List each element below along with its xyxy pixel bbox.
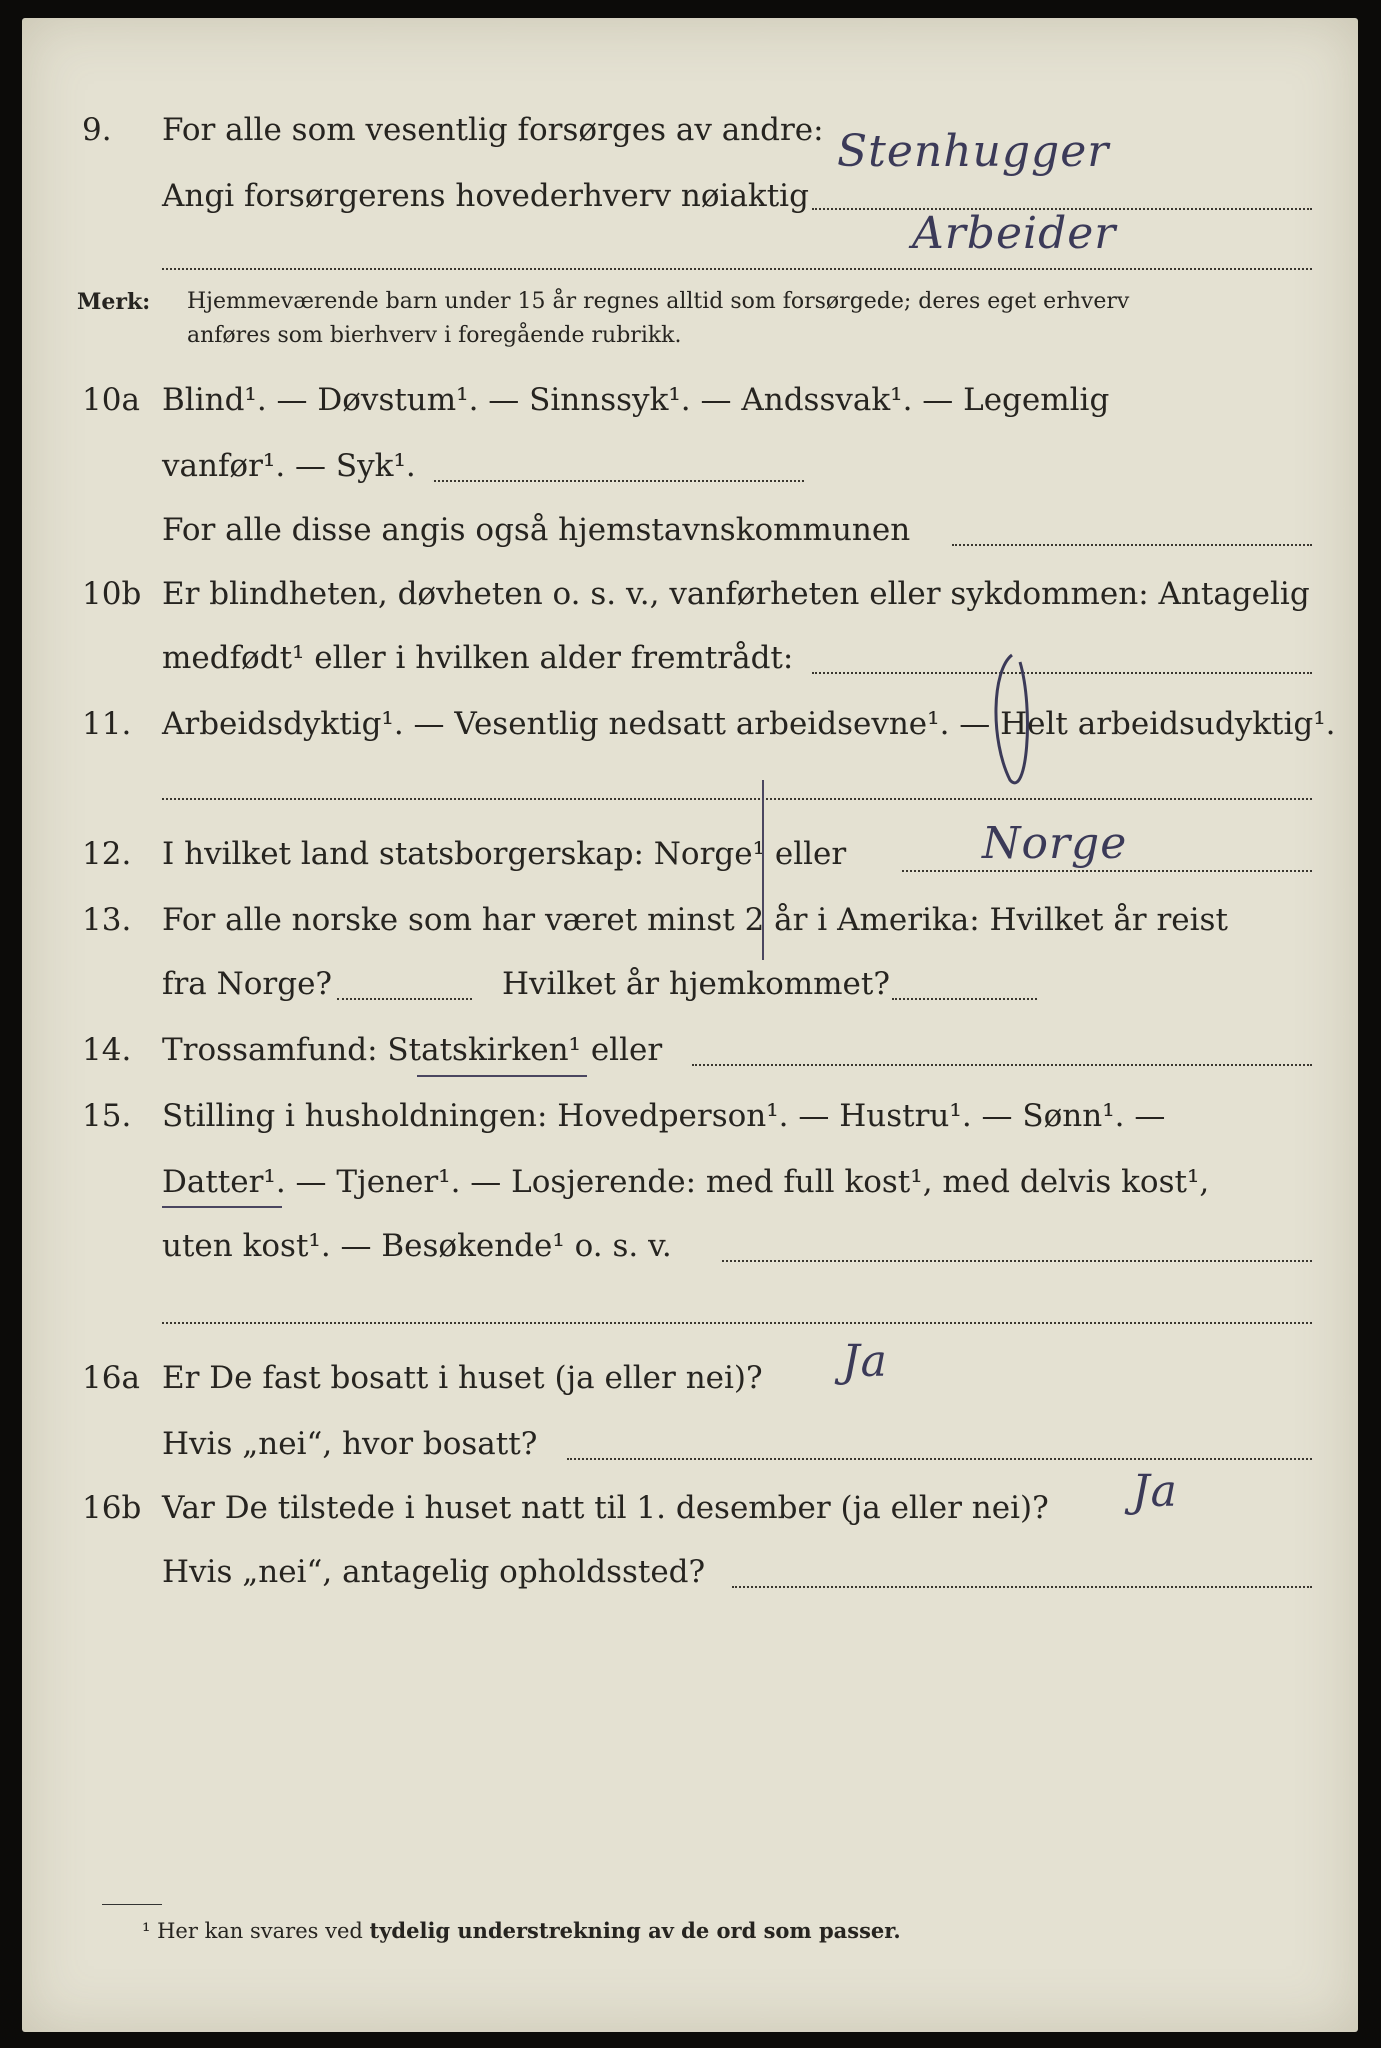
q12-handwritten-answer: Norge xyxy=(982,818,1128,869)
q15-options-2: Datter¹. — Tjener¹. — Losjerende: med full kost¹, med delvis kost¹, xyxy=(162,1164,1210,1200)
footnote-mark: ¹ xyxy=(142,1919,151,1943)
q13-fra-norge: fra Norge? xyxy=(162,966,333,1002)
q15-answer-line-1[interactable] xyxy=(722,1260,1312,1262)
q16b-question: Var De tilstede i huset natt til 1. desember (ja eller nei)? xyxy=(162,1490,1049,1526)
merk-label: Merk: xyxy=(77,289,151,315)
q12-answer-line[interactable] xyxy=(902,870,1312,872)
q11-number: 11. xyxy=(82,706,132,742)
q10b-answer-line[interactable] xyxy=(812,672,1312,674)
q14-number: 14. xyxy=(82,1032,132,1068)
footnote xyxy=(142,1918,901,1943)
q16b-number: 16b xyxy=(82,1490,142,1526)
q16a-hvor-bosatt: Hvis „nei“, hvor bosatt? xyxy=(162,1426,538,1462)
q16b-opholdssted: Hvis „nei“, antagelig opholdssted? xyxy=(162,1554,706,1590)
q15-options-3: uten kost¹. — Besøkende¹ o. s. v. xyxy=(162,1228,672,1264)
q16b-answer-line[interactable] xyxy=(732,1586,1312,1588)
q16a-number: 16a xyxy=(82,1360,140,1396)
q13-hjemkommet-line[interactable] xyxy=(892,998,1037,1000)
q10a-answer-line[interactable] xyxy=(434,480,804,482)
merk-text-1: Hjemmeværende barn under 15 år regnes alltid som forsørgede; deres eget erhverv xyxy=(187,289,1130,314)
q14-question: Trossamfund: Statskirken¹ eller xyxy=(162,1032,663,1068)
q13-hjemkommet: Hvilket år hjemkommet? xyxy=(502,966,890,1002)
q15-answer-line-2[interactable] xyxy=(162,1322,1312,1324)
q9-question: For alle som vesentlig forsørges av andre: xyxy=(162,112,824,148)
q15-handwritten-underline xyxy=(162,1206,282,1208)
q14-answer-line[interactable] xyxy=(692,1064,1312,1066)
q9-handwritten-answer-2: Arbeider xyxy=(912,208,1117,259)
q10a-options-2: vanfør¹. — Syk¹. xyxy=(162,448,416,484)
q15-number: 15. xyxy=(82,1098,132,1134)
q9-number: 9. xyxy=(82,112,112,148)
q10b-number: 10b xyxy=(82,576,142,612)
footnote-bold: tydelig understrekning av de ord som passer. xyxy=(369,1918,901,1943)
q16a-question: Er De fast bosatt i huset (ja eller nei)? xyxy=(162,1360,763,1396)
q13-reist-line[interactable] xyxy=(337,998,472,1000)
q13-number: 13. xyxy=(82,902,132,938)
q16b-handwritten-answer: Ja xyxy=(1132,1466,1178,1517)
q14-handwritten-underline xyxy=(417,1075,587,1077)
q10a-hjemstavn-line[interactable] xyxy=(952,544,1312,546)
q11-options: Arbeidsdyktig¹. — Vesentlig nedsatt arbeidsevne¹. — Helt arbeidsudyktig¹. xyxy=(162,706,1336,742)
footnote-text: Her kan svares ved xyxy=(157,1919,363,1943)
q9-answer-line-2[interactable] xyxy=(162,268,1312,270)
footnote-rule xyxy=(102,1904,162,1905)
q12-number: 12. xyxy=(82,836,132,872)
merk-text-2: anføres som bierhverv i foregående rubrikk. xyxy=(187,323,682,348)
q10a-hjemstavn: For alle disse angis også hjemstavnskommunen xyxy=(162,512,911,548)
census-form-page xyxy=(22,18,1358,2032)
q10a-number: 10a xyxy=(82,382,140,418)
q11-answer-line[interactable] xyxy=(162,798,1312,800)
q9-instruction: Angi forsørgerens hovederhverv nøiaktig xyxy=(162,178,809,214)
q10a-options: Blind¹. — Døvstum¹. — Sinnssyk¹. — Andssvak¹. — Legemlig xyxy=(162,382,1110,418)
q15-question: Stilling i husholdningen: Hovedperson¹. — Hustru¹. — Sønn¹. — xyxy=(162,1098,1166,1134)
q16a-handwritten-answer: Ja xyxy=(842,1336,888,1387)
q10b-question-2: medfødt¹ eller i hvilken alder fremtrådt: xyxy=(162,640,794,676)
q12-question: I hvilket land statsborgerskap: Norge¹ eller xyxy=(162,836,847,872)
q9-handwritten-occupation: Stenhugger xyxy=(837,126,1110,177)
q16a-answer-line[interactable] xyxy=(567,1458,1312,1460)
q10b-question: Er blindheten, døvheten o. s. v., vanførheten eller sykdommen: Antagelig xyxy=(162,576,1310,612)
q13-question: For alle norske som har været minst 2 år i Amerika: Hvilket år reist xyxy=(162,902,1228,938)
